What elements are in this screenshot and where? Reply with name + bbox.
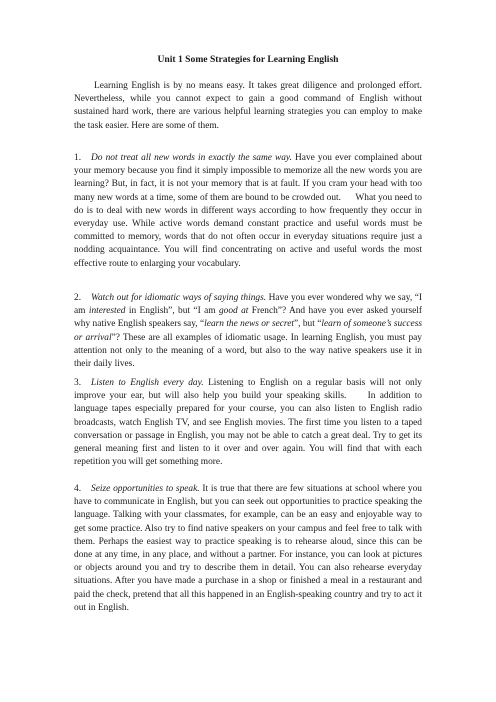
strategy-number: 2. [74,293,82,303]
strategy-body: ”? These are all examples of idiomatic usage. In learning English, you must pay attention not only to the meaning of a word, but also to the way native speakers use it in their daily lives. [74,332,422,370]
strategy-body: It is true that there are few situations at school where you have to communicate in English, but you can seek out opportunities to practice speaking the language. Talking with your classmates, for example, can be an easy and enjoyable way to get some practice. Also try to find native speakers on your campus and feel free to talk with them. Perhaps the easiest way to practice speaking is to rehearse aloud, since this can be done at any time, in any place, and without a partner. For instance, you can look at pictures or objects around you and try to describe them in detail. You can also rehearse everyday situations. After you have made a purchase in a shop or finished a meal in a restaurant and paid the check, pretend that all this happened in an English-speaking country and try to act it out in English. [74,484,422,613]
strategy-4 [74,483,422,615]
idiom-example: learn of someone’s success or arrival [74,319,422,343]
strategy-2 [74,292,422,371]
intro-paragraph: Learning English is by no means easy. It takes great diligence and prolonged effort. Nevertheless, while you cannot expect to gain a good command of English without sustained hard work, there are various helpful learning strategies you can employ to make the task easier. Here are some of them. [74,81,422,131]
strategy-body: in English”, but “I am [125,306,219,317]
strategy-heading: Do not treat all new words in exactly the same way. [91,153,292,163]
idiom-example: good at [218,306,249,317]
strategy-number: 3. [74,378,82,388]
strategy-heading: Seize opportunities to speak. [91,484,200,494]
strategy-body: Listening to English on a regular basis will not only improve your ear, but will also help you build your speaking skills. In addition to language tapes especially prepared for your course, you can also listen to English radio broadcasts, watch English TV, and see English movies. The first time you listen to a taped conversation or passage in English, you may not be able to catch a great deal. Try to get its general meaning first and listen to it over and over again. You will find that with each repetition you will get something more. [74,378,422,468]
idiom-example: interested [88,306,126,317]
strategy-heading: Listen to English every day. [91,378,204,388]
strategy-heading: Watch out for idiomatic ways of saying things. [91,293,267,303]
idiom-example: learn the news or secret [204,319,294,330]
document-title: Unit 1 Some Strategies for Learning English [157,54,339,65]
strategy-number: 1. [74,153,82,163]
strategy-1 [74,152,422,271]
strategy-body: ”, but “ [293,319,322,330]
strategy-number: 4. [74,484,82,494]
strategy-3 [74,377,422,469]
strategy-body: Have you ever complained about your memory because you find it simply impossible to memorize all the new words you are learning? But, in fact, it is not your memory that is at fault. If you cram your head with too many new words at a time, some of them are bound to be crowded out. What you need to do is to deal with new words in different ways according to how frequently they occur in everyday use. While active words demand constant practice and useful words must be committed to memory, words that do not often occur in everyday situations require just a nodding acquaintance. You will find concentrating on active and useful words the most effective route to enlarging your vocabulary. [74,153,422,269]
strategy-body: Have you ever wondered why we say, “I am [74,293,422,317]
strategy-body: French”? And have you ever asked yourself why native English speakers say, “ [74,306,422,330]
